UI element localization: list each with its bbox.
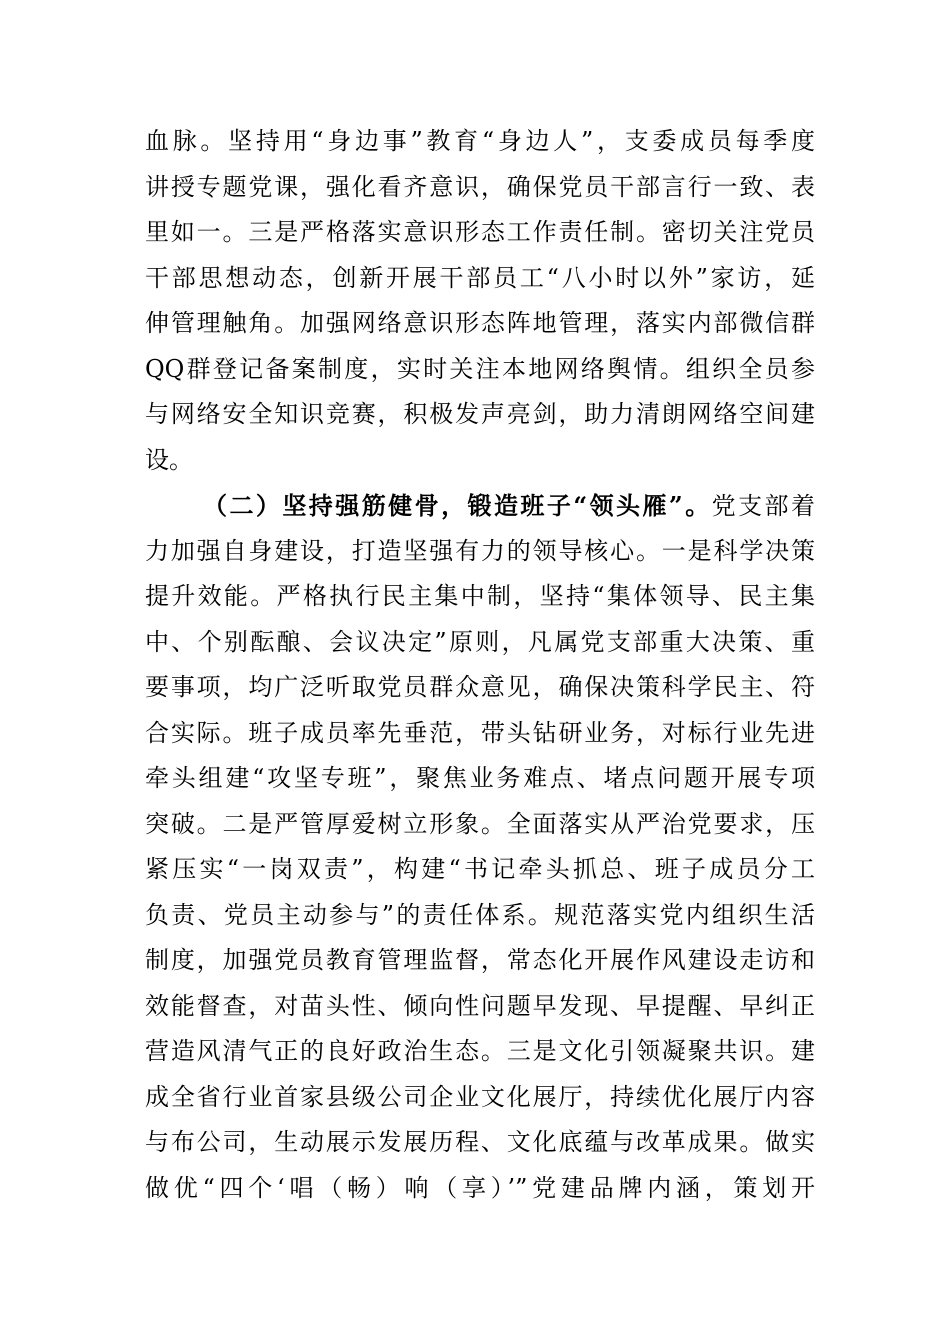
text-line: 成全省行业首家县级公司企业文化展厅，持续优化展厅内容 bbox=[145, 1082, 815, 1111]
text-line: 伸管理触角。加强网络意识形态阵地管理，落实内部微信群 bbox=[145, 309, 815, 337]
text-line: 效能督查，对苗头性、倾向性问题早发现、早提醒、早纠正 bbox=[145, 991, 815, 1020]
body-text bbox=[145, 119, 815, 1211]
text-line: 设。 bbox=[145, 445, 193, 474]
text-line: 负责、党员主动参与”的责任体系。规范落实党内组织生活 bbox=[145, 900, 815, 929]
text-line: 里如一。三是严格落实意识形态工作责任制。密切关注党员 bbox=[145, 218, 815, 246]
text-line: 合实际。班子成员率先垂范，带头钻研业务，对标行业先进 bbox=[145, 718, 815, 747]
text-line: 做优“四个‘唱（畅）响（享）’”党建品牌内涵，策划开 bbox=[145, 1173, 815, 1202]
text-line: 力加强自身建设，打造坚强有力的领导核心。一是科学决策 bbox=[145, 536, 815, 565]
text-line: 干部思想动态，创新开展干部员工“八小时以外”家访，延 bbox=[145, 263, 815, 292]
section-heading-continuation: 党支部着 bbox=[711, 492, 815, 520]
section-heading: （二）坚持强筋健骨，锻造班子“领头雁”。 bbox=[203, 491, 712, 520]
text-line: 与网络安全知识竞赛，积极发声亮剑，助力清朗网络空间建 bbox=[145, 400, 815, 428]
text-line: 制度，加强党员教育管理监督，常态化开展作风建设走访和 bbox=[145, 946, 815, 974]
text-line: 牵头组建“攻坚专班”，聚焦业务难点、堵点问题开展专项 bbox=[145, 764, 815, 792]
text-line: QQ群登记备案制度，实时关注本地网络舆情。组织全员参 bbox=[145, 354, 815, 383]
text-line: 营造风清气正的良好政治生态。三是文化引领凝聚共识。建 bbox=[145, 1037, 815, 1065]
text-line: 要事项，均广泛听取党员群众意见，确保决策科学民主、符 bbox=[145, 673, 815, 701]
text-line: 突破。二是严管厚爱树立形象。全面落实从严治党要求，压 bbox=[145, 809, 815, 838]
text-line: 与布公司，生动展示发展历程、文化底蕴与改革成果。做实 bbox=[145, 1128, 815, 1156]
text-line: 血脉。坚持用“身边事”教育“身边人”，支委成员每季度 bbox=[145, 127, 815, 155]
text-line: 提升效能。严格执行民主集中制，坚持“集体领导、民主集 bbox=[145, 582, 815, 610]
section-heading-line bbox=[145, 483, 815, 529]
text-line: 中、个别酝酿、会议决定”原则，凡属党支部重大决策、重 bbox=[145, 627, 815, 656]
text-line: 讲授专题党课，强化看齐意识，确保党员干部言行一致、表 bbox=[145, 172, 815, 201]
text-line: 紧压实“一岗双责”，构建“书记牵头抓总、班子成员分工 bbox=[145, 855, 815, 883]
